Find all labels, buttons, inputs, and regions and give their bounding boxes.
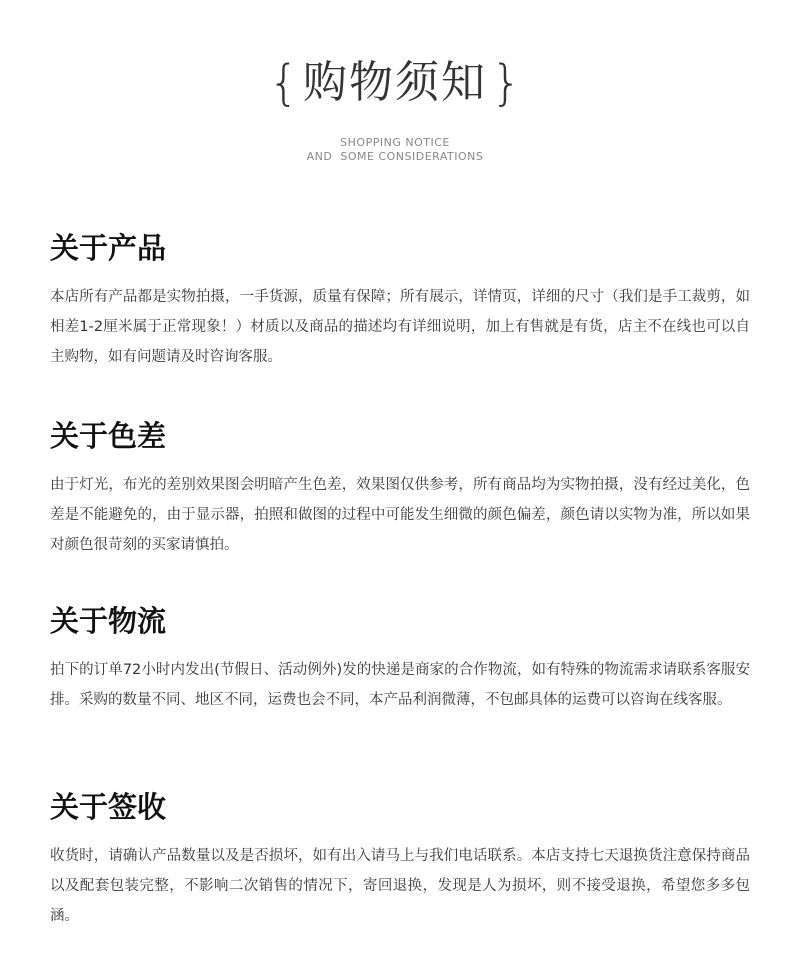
page-subtitle — [0, 136, 790, 164]
section-heading: 关于色差 — [50, 419, 167, 453]
section-heading: 关于物流 — [50, 604, 167, 638]
section-body: 拍下的订单72小时内发出(节假日、活动例外)发的快递是商家的合作物流，如有特殊的物流需求请联系客服安排。采购的数量不同、地区不同，运费也会不同，本产品利润微薄，不包邮具体的运费可以咨询在线客服。 — [50, 662, 750, 708]
section-heading: 关于签收 — [50, 790, 167, 824]
section-color-difference — [50, 418, 750, 560]
title-row — [0, 48, 790, 118]
subtitle-line-1: SHOPPING NOTICE — [340, 136, 450, 149]
subtitle-line-2: AND SOME CONSIDERATIONS — [306, 150, 484, 163]
section-body: 由于灯光，布光的差别效果图会明暗产生色差，效果图仅供参考，所有商品均为实物拍摄，没有经过美化，色差是不能避免的，由于显示器，拍照和做图的过程中可能发生细微的颜色偏差，颜色请以实物为准，所以如果对颜色很苛刻的买家请慎拍。 — [50, 477, 750, 553]
section-receipt — [50, 789, 750, 931]
section-heading: 关于产品 — [50, 231, 167, 265]
section-logistics — [50, 603, 750, 715]
right-brace: } — [491, 55, 522, 111]
left-brace: { — [268, 55, 299, 111]
section-body: 收货时，请确认产品数量以及是否损坏，如有出入请马上与我们电话联系。本店支持七天退换货注意保持商品以及配套包装完整，不影响二次销售的情况下，寄回退换，发现是人为损坏，则不接受退换，希望您多多包涵。 — [50, 848, 750, 924]
notice-header — [0, 48, 790, 164]
section-body: 本店所有产品都是实物拍摄，一手货源，质量有保障；所有展示，详情页，详细的尺寸（我们是手工裁剪，如相差1-2厘米属于正常现象！）材质以及商品的描述均有详细说明，加上有售就是有货，店主不在线也可以自主购物，如有问题请及时咨询客服。 — [50, 289, 750, 365]
section-product — [50, 230, 750, 372]
page-title: 购物须知 — [303, 57, 487, 108]
